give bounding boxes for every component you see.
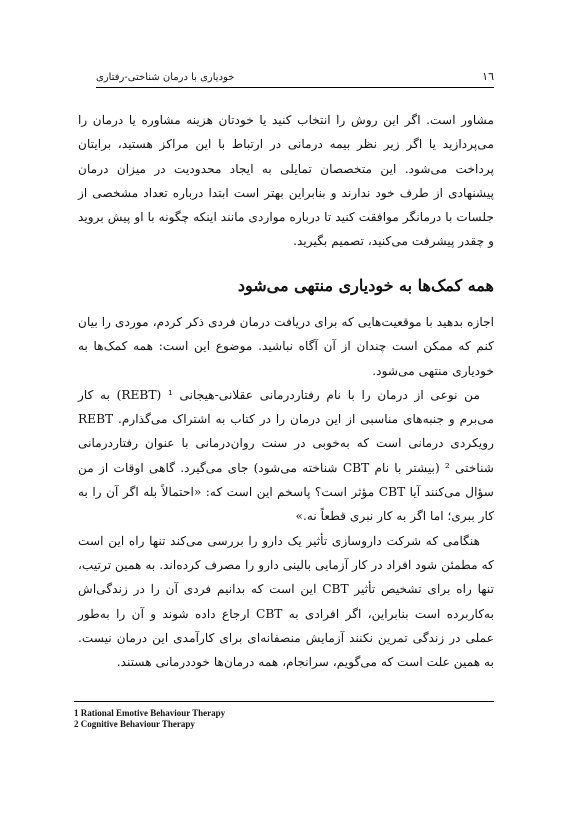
- footnote-1: 1 Rational Emotive Behaviour Therapy: [74, 708, 226, 718]
- intro-paragraph: مشاور است. اگر این روش را انتخاب کنید یا خودتان هزینه مشاوره یا درمان را می‌پردازید یا اگر زیر نظر بیمه درمانی در ارتباط با این مراکز هستید، برایتان پرداخت می‌شود. این متخصصان تمایلی به ایجاد محدودیت در میزان درمان پیشنهادی از طرف خود ندارند و بنابراین بهتر است ابتدا درباره تعداد مشخصی از جلسات با درمانگر موافقت کنید تا درباره مواردی مانند اینکه چگونه با او پیش بروید و چقدر پیشرفت می‌کنید، تصمیم بگیرید.: [78, 113, 494, 249]
- running-header: [96, 70, 494, 88]
- page-number: ١٦: [482, 70, 494, 83]
- paragraph-3: هنگامی که شرکت داروسازی تأثیر یک دارو را بررسی می‌کند تنها راه این است که مطمئن شود افراد در کار آزمایی بالینی دارو را مصرف کرده‌اند. به همین ترتیب، تنها راه برای تشخیص تأثیر CBT این است که بدانیم فردی آن را در زندگی‌اش به‌کاربرده است بنابراین، اگر افرادی به CBT ارجاع داده شوند و آن را به‌طور عملی در زندگی تمرین نکنند آزمایش منصفانه‌ای برای کارآمدی این درمان نیست. به همین علت است که می‌گویم، سرانجام، همه درمان‌ها خوددرمانی هستند.: [78, 533, 494, 670]
- section-title: همه کمک‌ها به خودیاری منتهی می‌شود: [237, 276, 494, 295]
- running-title: خودیاری با درمان شناختی-رفتاری: [96, 72, 235, 83]
- footnotes: [74, 701, 494, 730]
- paragraph-1: اجازه بدهید با موقعیت‌هایی که برای دریافت درمان فردی ذکر کردم، موردی را بیان کنم که ممکن است چندان از آن آگاه نباشید. موضوع این است: همه کمک‌ها به خودیاری منتهی می‌شود.: [78, 315, 494, 378]
- footnote-2: 2 Cognitive Behaviour Therapy: [74, 719, 195, 729]
- section-body: [78, 310, 494, 674]
- intro-text: [78, 108, 494, 254]
- paragraph-2: من نوعی از درمان را با نام رفتاردرمانی عقلانی-هیجانی ¹ (REBT) به کار می‌برم و جنبه‌های مناسبی از این درمان را در کتاب به اشتراک می‌گذارم. REBT رویکردی درمانی است که به‌خوبی در سنت روان‌درمانی با عنوان رفتاردرمانی شناختی ² (بیشتر با نام CBT شناخته می‌شود) جای می‌گیرد. گاهی اوقات از من سؤال می‌کنند آیا CBT مؤثر است؟ پاسخم این است که: «احتمالاً بله اگر آن را به کار ببری؛ اما اگر به کار نبری قطعاً نه.»: [78, 387, 495, 524]
